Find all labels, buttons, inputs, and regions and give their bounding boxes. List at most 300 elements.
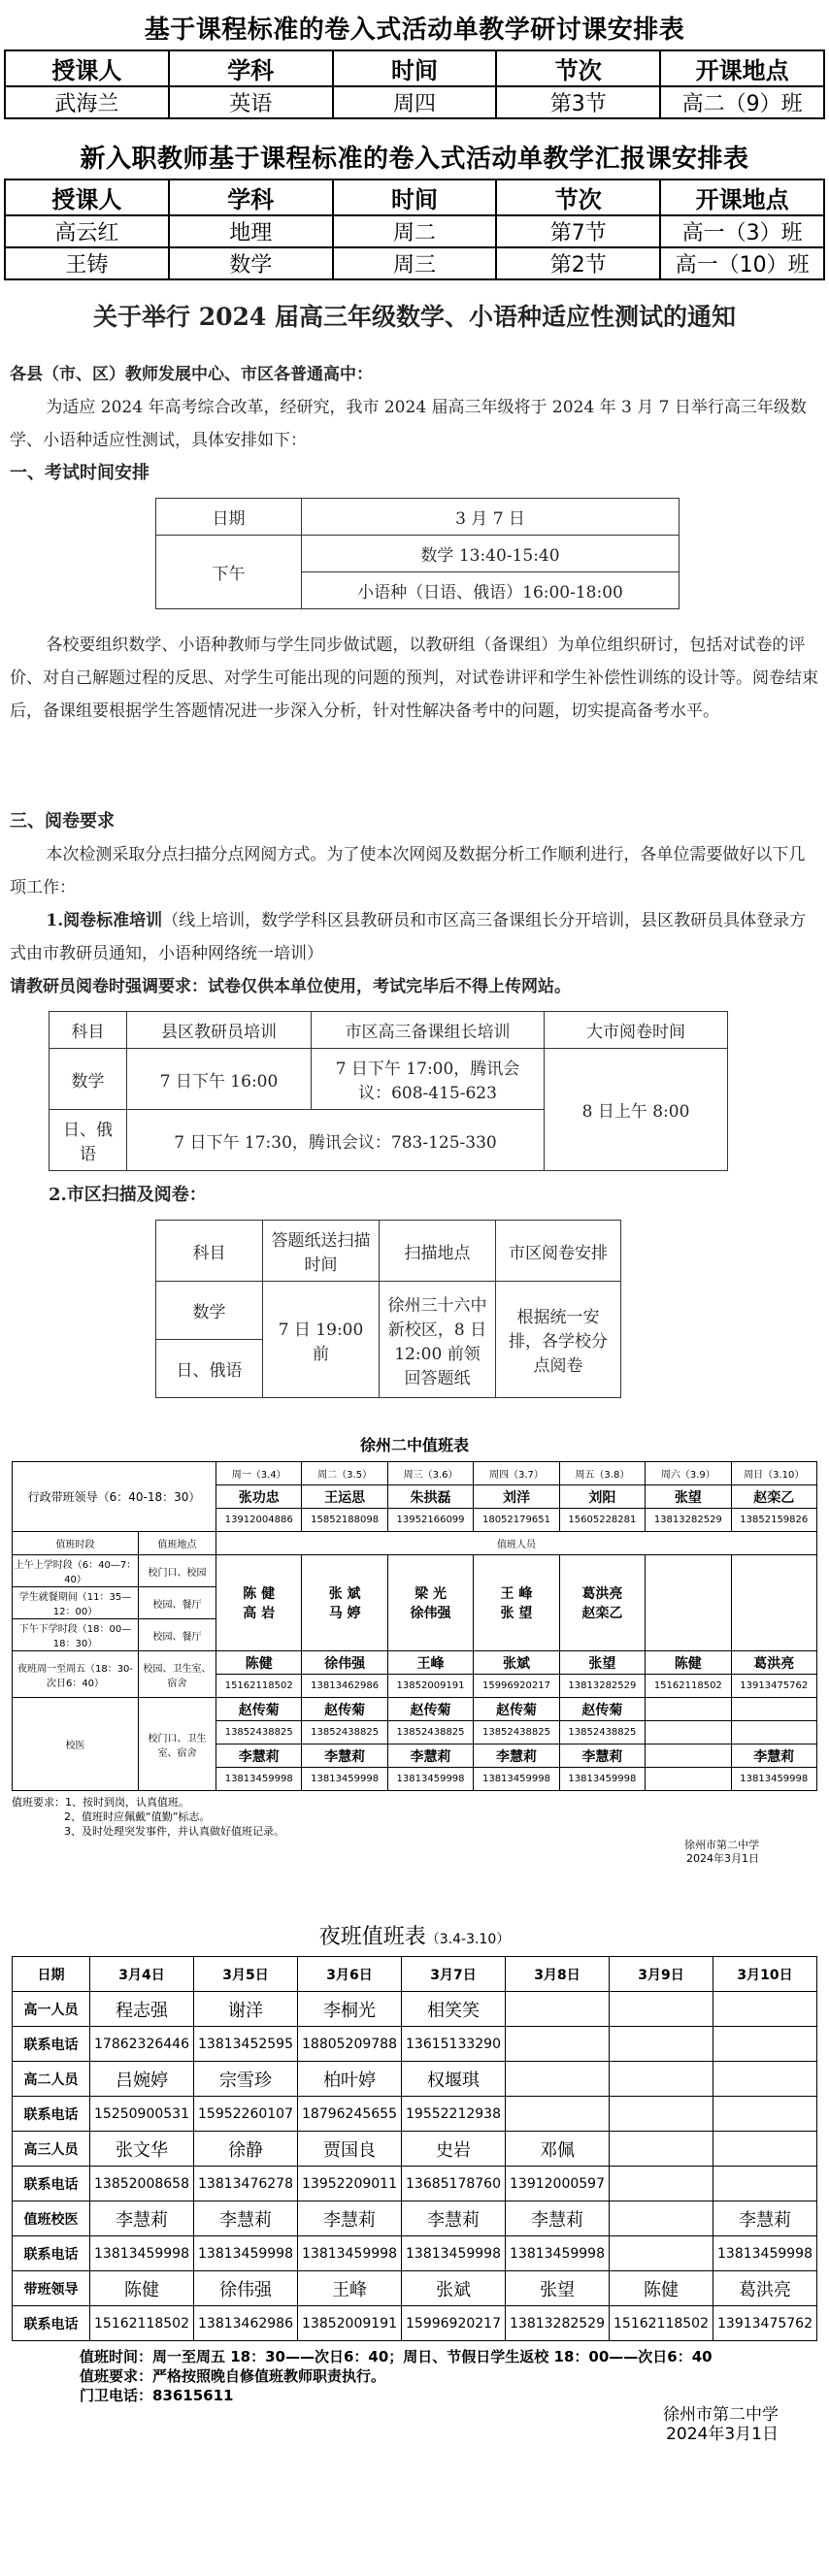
cell-doctor-place: 校门口、卫生室、宿舍 [139,1698,216,1791]
table-row [13,2167,817,2201]
staff-name: 马 婷 [328,1606,361,1621]
cell-phone: 13813476278 [194,2167,298,2201]
cell-scan-place: 徐州三十六中新校区，8 日 12:00 前领回答题纸 [380,1282,496,1398]
cell-time: 周四 [333,86,497,118]
cell-phone: 13813452595 [194,2027,298,2062]
cell-phone: 13813459998 [302,1768,387,1791]
table-header-row [156,1221,621,1282]
cell-staff [506,2062,610,2097]
cell-phone: 18796245655 [298,2097,402,2132]
header-city-training: 市区高三备课组长培训 [312,1012,545,1049]
day-duty-notes [12,1795,817,1839]
header-day: 3月8日 [506,1957,610,1992]
table-header-row [5,179,824,215]
cell-phone: 15162118502 [610,2306,713,2341]
night-duty-range: （3.4-3.10） [425,1932,511,1947]
cell-phone: 19552212938 [402,2097,506,2132]
day-duty-signature [12,1839,817,1866]
row-label: 联系电话 [13,2167,90,2201]
cell-empty [731,1555,816,1651]
header-date: 日期 [13,1957,90,1992]
cell-day: 周六（3.9） [646,1462,731,1485]
cell-phone [610,2027,713,2062]
cell-date-label: 日期 [156,499,302,536]
cell-staff [713,2062,817,2097]
cell-phone: 13852438825 [559,1721,645,1745]
cell-staff: 张望 [506,2271,610,2306]
table-row [13,1555,817,1587]
item-training-text: （线上培训，数学学科区县教研员和市区高三备课组长分开培训，县区教研员具体登录方式由市教研员通知，小语种网络统一培训） [10,911,807,963]
notice-paragraph-marking: 本次检测采取分点扫描分点网阅方式。为了使本次网阅及数据分析工作顺利进行，各单位需要做好以下几项工作： [10,845,806,897]
note-line: 值班时间：周一至周五 18：30——次日6：40；周日、节假日学生返校 18：00——次日6：40 [80,2348,713,2365]
cell-dorm: 李慧莉 [302,1745,387,1768]
header-county-training: 县区教研员培训 [127,1012,312,1049]
signature-date: 2024年3月1日 [666,2425,779,2444]
staff-name: 高 岩 [243,1606,276,1621]
cell-location: 高一（3）班 [660,215,824,247]
cell-phone: 15852188098 [302,1509,387,1532]
header-day: 3月5日 [194,1957,298,1992]
cell-staff: 李慧莉 [402,2201,506,2236]
table-header-row [5,50,824,86]
cell-staff: 徐静 [194,2132,298,2167]
night-duty-title [12,1914,817,1956]
cell-time: 周二 [333,215,497,247]
cell-afternoon: 下午 [156,536,302,609]
header-period: 值班时段 [13,1532,139,1555]
cell-staff [506,1992,610,2027]
cell-doctor: 赵传菊 [216,1698,302,1721]
cell-leader: 刘洋 [474,1485,559,1509]
table-row [5,86,824,118]
cell-dorm: 李慧莉 [216,1745,302,1768]
cell-place: 校园、餐厅 [139,1587,216,1619]
row-label: 联系电话 [13,2027,90,2062]
cell-staff [610,2201,713,2236]
cell-date: 3 月 7 日 [302,499,680,536]
cell-dorm: 李慧莉 [387,1745,473,1768]
cell-empty [646,1721,731,1745]
cell-staff [610,1992,713,2027]
cell-place: 校门口、校园 [139,1555,216,1587]
cell-group [387,1555,473,1651]
cell-group [474,1555,559,1651]
cell-night-staff: 王峰 [387,1651,473,1675]
cell-phone: 13852009191 [387,1675,473,1698]
cell-doctor: 赵传菊 [474,1698,559,1721]
header-scan-place: 扫描地点 [380,1221,496,1282]
header-time: 时间 [333,50,497,86]
header-day: 3月10日 [713,1957,817,1992]
cell-phone: 15162118502 [216,1675,302,1698]
table-row [13,2236,817,2271]
cell-staff [610,2062,713,2097]
section-heading-marking: 三、阅卷要求 [10,811,115,831]
cell-staff: 相笑笑 [402,1992,506,2027]
staff-name: 葛洪亮 [581,1586,623,1602]
header-marking-time: 大市阅卷时间 [545,1012,728,1049]
cell-phone: 13813459998 [731,1768,816,1791]
exam-time-table [155,498,680,609]
cell-night-staff: 陈健 [646,1651,731,1675]
cell-phone [713,2097,817,2132]
cell-phone: 13912004886 [216,1509,302,1532]
cell-phone: 15952260107 [194,2097,298,2132]
report-lesson-table [4,179,825,280]
cell-teacher: 武海兰 [5,86,169,118]
cell-day: 周二（3.5） [302,1462,387,1485]
cell-teacher: 高云红 [5,215,169,247]
table-row [13,2271,817,2306]
research-lesson-table [4,49,825,119]
training-table [49,1011,728,1171]
cell-staff [713,1992,817,2027]
night-duty-signature [12,2405,817,2444]
table-header-row [13,1532,817,1555]
cell-staff: 权堰琪 [402,2062,506,2097]
cell-phone: 13813459998 [402,2236,506,2271]
cell-phone: 18052179651 [474,1509,559,1532]
cell-leader: 张功忠 [216,1485,302,1509]
cell-phone: 13913475762 [713,2306,817,2341]
cell-staff: 柏叶婷 [298,2062,402,2097]
cell-phone: 13685178760 [402,2167,506,2201]
row-label: 带班领导 [13,2271,90,2306]
cell-phone: 17862326446 [90,2027,194,2062]
header-day: 3月4日 [90,1957,194,1992]
cell-phone: 13952209011 [298,2167,402,2201]
cell-phone: 18805209788 [298,2027,402,2062]
staff-name: 赵栾乙 [581,1606,623,1621]
report-lesson-title: 新入职教师基于课程标准的卷入式活动单教学汇报课安排表 [80,145,749,174]
cell-doctor: 赵传菊 [302,1698,387,1721]
cell-language: 日、俄语 [156,1340,263,1398]
research-lesson-section [0,0,829,119]
row-label: 高三人员 [13,2132,90,2167]
cell-math: 数学 [50,1049,127,1110]
cell-night-place: 校园、卫生室、宿舍 [139,1651,216,1698]
cell-doctor-label: 校医 [13,1698,139,1791]
cell-phone: 13813282529 [506,2306,610,2341]
cell-night-staff: 徐伟强 [302,1651,387,1675]
cell-phone: 13813282529 [559,1675,645,1698]
staff-name: 梁 光 [414,1586,447,1602]
header-scan-time: 答题纸送扫描时间 [263,1221,380,1282]
notice-salutation: 各县（市、区）教师发展中心、市区各普通高中： [10,365,373,384]
cell-location: 高二（9）班 [660,86,824,118]
cell-empty [646,1698,731,1721]
cell-dorm: 李慧莉 [559,1745,645,1768]
cell-empty [731,1721,816,1745]
table-row [13,2027,817,2062]
table-row [156,1282,621,1340]
cell-phone [610,2167,713,2201]
cell-period: 第7节 [496,215,660,247]
cell-period: 第2节 [496,247,660,279]
table-header-row [13,1957,817,1992]
staff-name: 王 峰 [500,1586,533,1602]
notice-title: 关于举行 2024 届高三年级数学、小语种适应性测试的通知 [93,303,736,331]
cell-phone [713,2167,817,2201]
header-subject: 科目 [50,1012,127,1049]
cell-night-label: 夜班周一至周五（18：30-次日6：40） [13,1651,139,1698]
cell-staff: 李慧莉 [713,2201,817,2236]
cell-phone: 15162118502 [90,2306,194,2341]
spacer [10,728,819,805]
section-heading-exam-time: 一、考试时间安排 [10,463,149,483]
cell-language-time: 小语种（日语、俄语）16:00-18:00 [302,572,680,609]
note-line: 值班要求：1、按时到岗，认真值班。 [12,1796,189,1809]
table-row [13,2201,817,2236]
cell-phone: 13852159826 [731,1509,816,1532]
note-line: 3、及时处理突发事件，并认真做好值班记录。 [64,1825,284,1838]
cell-slot: 学生就餐期间（11：35—12：00） [13,1587,139,1619]
row-label: 高二人员 [13,2062,90,2097]
cell-place: 校园、餐厅 [139,1619,216,1651]
cell-phone: 15605228281 [559,1509,645,1532]
cell-leader: 王运思 [302,1485,387,1509]
cell-leader-label: 行政带班领导（6：40-18：30） [13,1462,216,1532]
cell-dorm: 李慧莉 [731,1745,816,1768]
night-duty-body [13,1992,817,2341]
cell-phone: 13952166099 [387,1509,473,1532]
cell-staff: 陈健 [610,2271,713,2306]
cell-phone: 13813459998 [298,2236,402,2271]
cell-phone [610,2097,713,2132]
cell-staff: 史岩 [402,2132,506,2167]
row-label: 联系电话 [13,2306,90,2341]
cell-subject: 数学 [169,247,333,279]
header-location: 开课地点 [660,179,824,215]
cell-phone: 13813282529 [646,1509,731,1532]
cell-teacher: 王铸 [5,247,169,279]
cell-staff [713,2132,817,2167]
cell-staff: 程志强 [90,1992,194,2027]
cell-staff: 张斌 [402,2271,506,2306]
cell-scan-time: 7 日 19:00 前 [263,1282,380,1398]
cell-staff: 宗雪珍 [194,2062,298,2097]
cell-staff: 陈健 [90,2271,194,2306]
cell-night-staff: 张望 [559,1651,645,1675]
table-row [156,536,680,572]
day-duty-title: 徐州二中值班表 [359,1436,469,1454]
cell-subject: 地理 [169,215,333,247]
cell-phone [506,2097,610,2132]
scan-table [155,1220,621,1398]
cell-phone: 13813462986 [194,2306,298,2341]
notice-warning: 请教研员阅卷时强调要求：试卷仅供本单位使用，考试完毕后不得上传网站。 [10,977,571,996]
table-row [5,247,824,279]
cell-phone: 13852438825 [302,1721,387,1745]
cell-leader: 朱拱磊 [387,1485,473,1509]
cell-group [216,1555,302,1651]
night-duty-table [12,1956,817,2341]
cell-math-time: 数学 13:40-15:40 [302,536,680,572]
row-label: 高一人员 [13,1992,90,2027]
cell-phone: 13813459998 [90,2236,194,2271]
notice-intro: 为适应 2024 年高考综合改革，经研究，我市 2024 届高三年级将于 2024 年 3 月 7 日举行高三年级数学、小语种适应性测试，具体安排如下： [10,398,807,450]
night-duty-notes [12,2347,817,2405]
research-lesson-title: 基于课程标准的卷入式活动单教学研讨课安排表 [144,16,685,45]
cell-day: 周三（3.6） [387,1462,473,1485]
cell-day: 周五（3.8） [559,1462,645,1485]
table-row [50,1049,728,1110]
header-subject: 科目 [156,1221,263,1282]
table-row [5,215,824,247]
cell-phone [506,2027,610,2062]
header-time: 时间 [333,179,497,215]
cell-phone: 13813462986 [302,1675,387,1698]
cell-staff: 邓佩 [506,2132,610,2167]
header-marking-arrange: 市区阅卷安排 [496,1221,621,1282]
report-lesson-section [0,129,829,280]
cell-phone: 13852008658 [90,2167,194,2201]
night-duty-title-text: 夜班值班表 [318,1925,426,1949]
signature-org: 徐州市第二中学 [663,2405,779,2425]
cell-phone: 15162118502 [646,1675,731,1698]
cell-phone: 13813459998 [387,1768,473,1791]
table-row [13,1992,817,2027]
table-row [13,2097,817,2132]
table-row [13,1651,817,1675]
cell-time: 周三 [333,247,497,279]
cell-staff: 王峰 [298,2271,402,2306]
cell-doctor: 赵传菊 [559,1698,645,1721]
cell-staff: 张文华 [90,2132,194,2167]
cell-staff: 李桐光 [298,1992,402,2027]
staff-name: 张 望 [500,1606,533,1621]
cell-staff: 贾国良 [298,2132,402,2167]
cell-group [302,1555,387,1651]
cell-phone: 13913475762 [731,1675,816,1698]
cell-night-staff: 葛洪亮 [731,1651,816,1675]
cell-staff: 李慧莉 [506,2201,610,2236]
staff-name: 陈 健 [243,1586,276,1602]
header-subject: 学科 [169,179,333,215]
item-scan-title: 2.市区扫描及阅卷： [49,1185,207,1205]
cell-marking-time: 8 日上午 8:00 [545,1049,728,1171]
header-day: 3月9日 [610,1957,713,1992]
cell-phone: 13852438825 [216,1721,302,1745]
header-subject: 学科 [169,50,333,86]
cell-night-staff: 陈健 [216,1651,302,1675]
notice-paragraph-research: 各校要组织数学、小语种教师与学生同步做试题，以教研组（备课组）为单位组织研讨，包括对试卷的评价、对自己解题过程的反思、对学生可能出现的问题的预判，对试卷讲评和学生补偿性训练的设计等。阅卷结束后，备课组要根据学生答题情况进一步深入分析，针对性解决备考中的问题，切实提高备考水平。 [10,636,818,721]
header-day: 3月7日 [402,1957,506,1992]
cell-period: 第3节 [496,86,660,118]
row-label: 联系电话 [13,2236,90,2271]
cell-subject: 英语 [169,86,333,118]
row-label: 联系电话 [13,2097,90,2132]
cell-phone: 15996920217 [402,2306,506,2341]
cell-empty [646,1745,731,1768]
signature-date: 2024年3月1日 [686,1852,759,1865]
cell-empty [646,1768,731,1791]
cell-phone [713,2027,817,2062]
table-row [13,1698,817,1721]
cell-phone: 15250900531 [90,2097,194,2132]
cell-phone: 13615133290 [402,2027,506,2062]
signature-org: 徐州市第二中学 [684,1839,759,1851]
cell-empty [731,1698,816,1721]
cell-staff [610,2132,713,2167]
cell-phone: 13813459998 [216,1768,302,1791]
header-staff: 值班人员 [216,1532,817,1555]
cell-staff: 李慧莉 [90,2201,194,2236]
cell-doctor: 赵传菊 [387,1698,473,1721]
cell-staff: 葛洪亮 [713,2271,817,2306]
exam-notice [10,298,819,1398]
header-teacher: 授课人 [5,50,169,86]
note-line: 2、值班时应佩戴“值勤”标志。 [64,1810,211,1823]
header-location: 开课地点 [660,50,824,86]
cell-staff: 吕婉婷 [90,2062,194,2097]
cell-language: 日、俄语 [50,1110,127,1171]
cell-marking-arrange: 根据统一安排，各学校分点阅卷 [496,1282,621,1398]
cell-day: 周一（3.4） [216,1462,302,1485]
cell-location: 高一（10）班 [660,247,824,279]
night-duty-section [12,1914,817,2444]
note-line: 值班要求：严格按照晚自修值班教师职责执行。 [80,2367,386,2385]
cell-staff: 李慧莉 [298,2201,402,2236]
cell-slot: 上午上学时段（6：40—7：40） [13,1555,139,1587]
notice-item-training [10,904,819,970]
cell-leader: 张望 [646,1485,731,1509]
table-row [13,2306,817,2341]
cell-phone: 13852009191 [298,2306,402,2341]
cell-day: 周四（3.7） [474,1462,559,1485]
cell-dorm: 李慧莉 [474,1745,559,1768]
cell-phone [610,2236,713,2271]
cell-day: 周日（3.10） [731,1462,816,1485]
note-line: 门卫电话：83615611 [80,2387,234,2404]
cell-language-training: 7 日下午 17:30，腾讯会议：783-125-330 [127,1110,545,1171]
table-row [13,2132,817,2167]
header-period: 节次 [496,50,660,86]
cell-phone: 13813459998 [559,1768,645,1791]
cell-math: 数学 [156,1282,263,1340]
cell-slot: 下午下学时段（18：00—18：30） [13,1619,139,1651]
table-header-row [50,1012,728,1049]
header-day: 3月6日 [298,1957,402,1992]
cell-phone: 13852438825 [387,1721,473,1745]
header-teacher: 授课人 [5,179,169,215]
cell-phone: 13813459998 [474,1768,559,1791]
cell-phone: 15996920217 [474,1675,559,1698]
table-row [13,2062,817,2097]
day-duty-section [12,1427,817,1866]
cell-phone: 13813459998 [713,2236,817,2271]
table-row [156,499,680,536]
table-row [13,1462,817,1485]
header-period: 节次 [496,179,660,215]
cell-leader: 赵栾乙 [731,1485,816,1509]
cell-group [559,1555,645,1651]
cell-phone: 13813459998 [194,2236,298,2271]
item-training-title: 1.阅卷标准培训 [46,911,163,930]
cell-staff: 徐伟强 [194,2271,298,2306]
cell-empty [646,1555,731,1651]
staff-name: 徐伟强 [410,1606,451,1621]
staff-name: 张 斌 [328,1586,361,1602]
cell-night-staff: 张斌 [474,1651,559,1675]
header-place: 值班地点 [139,1532,216,1555]
cell-phone: 13912000597 [506,2167,610,2201]
cell-staff: 谢洋 [194,1992,298,2027]
cell-leader: 刘阳 [559,1485,645,1509]
cell-staff: 李慧莉 [194,2201,298,2236]
cell-phone: 13852438825 [474,1721,559,1745]
row-label: 值班校医 [13,2201,90,2236]
